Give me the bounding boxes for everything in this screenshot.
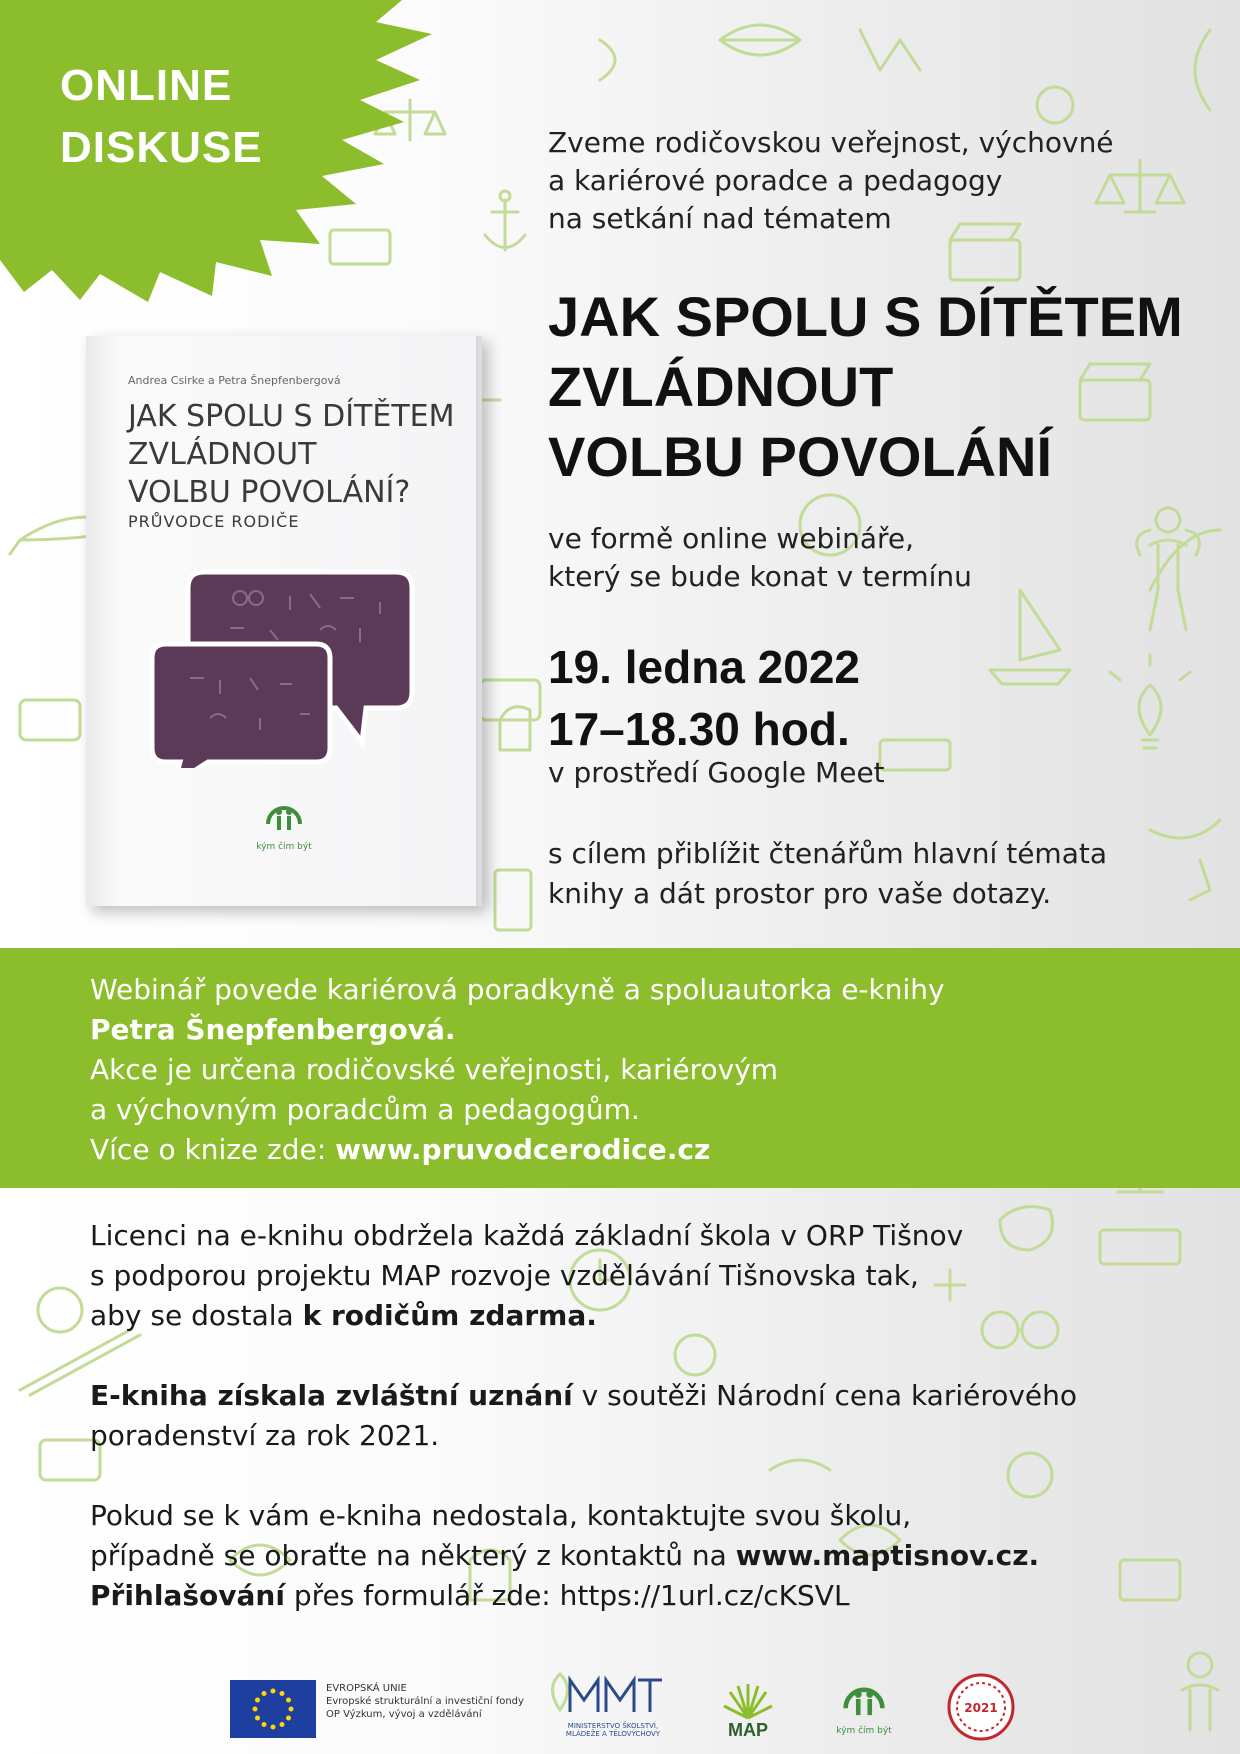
event-platform: v prostředí Google Meet [548, 756, 885, 789]
msmt-logo-icon [558, 1672, 668, 1722]
invitation-intro [548, 124, 1148, 238]
award-paragraph [90, 1376, 1190, 1456]
map-text: MAP [728, 1720, 768, 1740]
event-datetime [548, 636, 1148, 760]
badge-line-2: DISKUSE [60, 123, 263, 172]
subintro-line-2: který se bude konat v termínu [548, 560, 972, 593]
license-paragraph [90, 1216, 1190, 1336]
speaker-info-band [0, 948, 1240, 1188]
band-more-line [90, 1130, 1190, 1170]
event-time: 17–18.30 hod. [548, 703, 850, 755]
event-date: 19. ledna 2022 [548, 641, 860, 693]
book-cover-image [86, 336, 482, 906]
speech-bubbles-icon [150, 568, 420, 768]
contact-line-2 [90, 1536, 1190, 1576]
contact-paragraph [90, 1496, 1190, 1616]
band-line-1: Webinář povede kariérová poradkyně a spoluautorka e-knihy [90, 973, 945, 1006]
format-description [548, 520, 1148, 596]
book-subtitle: PRŮVODCE RODIČE [128, 512, 300, 531]
sponsor-logos-footer [0, 1650, 1240, 1754]
award-highlight: E-kniha získala zvláštní uznání [90, 1379, 573, 1412]
subintro-line-1: ve formě online webináře, [548, 522, 915, 555]
book-title [128, 398, 468, 512]
book-title-line-1: JAK SPOLU S DÍTĚTEM [128, 399, 455, 434]
event-title [548, 282, 1208, 492]
book-publisher-logo [256, 796, 312, 856]
seal-year: 2021 [964, 1701, 998, 1715]
book-title-line-3: VOLBU POVOLÁNÍ? [128, 475, 411, 510]
license-line-3-prefix: aby se dostala [90, 1299, 303, 1332]
kym-footer-text: kým čím být [836, 1726, 892, 1736]
speaker-name: Petra Šnepfenbergová. [90, 1013, 456, 1046]
event-goal [548, 834, 1188, 914]
title-line-3: VOLBU POVOLÁNÍ [548, 425, 1053, 488]
award-rest: v soutěži Národní cena kariérového [572, 1379, 1078, 1412]
kym-cim-byt-footer-icon [841, 1676, 887, 1722]
band-text [90, 970, 1190, 1170]
eu-funding-text [326, 1682, 556, 1721]
book-authors: Andrea Csirke a Petra Šnepfenbergová [128, 374, 341, 387]
registration-line [90, 1576, 1190, 1616]
map-sun-icon [720, 1678, 776, 1720]
badge-line-1: ONLINE [60, 61, 233, 110]
license-line-2: s podporou projektu MAP rozvoje vzdělávání Tišnovska tak, [90, 1259, 919, 1292]
more-prefix: Více o knize zde: [90, 1133, 336, 1166]
intro-line-1: Zveme rodičovskou veřejnost, výchovné [548, 126, 1114, 159]
eu-line-2: Evropské strukturální a investiční fondy [326, 1696, 524, 1707]
title-line-1: JAK SPOLU S DÍTĚTEM [548, 285, 1183, 348]
goal-line-1: s cílem přiblížit čtenářům hlavní témata [548, 837, 1107, 870]
intro-line-3: na setkání nad tématem [548, 202, 892, 235]
contact-line-1: Pokud se k vám e-kniha nedostala, kontaktujte svou školu, [90, 1499, 912, 1532]
book-website-link[interactable]: www.pruvodcerodice.cz [335, 1133, 711, 1166]
map-logo [718, 1678, 778, 1742]
msmt-text: MINISTERSTVO ŠKOLSTVÍ, MLÁDEŽE A TĚLOVÝCHOVY [565, 1722, 661, 1738]
online-discussion-badge [60, 55, 263, 179]
eu-flag-icon [230, 1680, 316, 1738]
registration-link[interactable]: přes formulář zde: https://1url.cz/cKSVL [284, 1579, 850, 1612]
eu-line-3: OP Výzkum, vývoj a vzdělávání [326, 1709, 482, 1720]
award-line-1 [90, 1376, 1190, 1416]
band-line-4: a výchovným poradcům a pedagogům. [90, 1093, 640, 1126]
eu-line-1: EVROPSKÁ UNIE [326, 1683, 407, 1694]
anchor-doodle [485, 191, 525, 250]
award-line-2: poradenství za rok 2021. [90, 1419, 440, 1452]
details-section [90, 1216, 1190, 1616]
book-title-line-2: ZVLÁDNOUT [128, 437, 317, 472]
book-logo-text: kým čím být [256, 842, 312, 852]
registration-label: Přihlašování [90, 1579, 285, 1612]
free-for-parents: k rodičům zdarma. [302, 1299, 597, 1332]
award-seal-icon [946, 1672, 1016, 1742]
goal-line-2: knihy a dát prostor pro vaše dotazy. [548, 877, 1052, 910]
license-line-3 [90, 1296, 1190, 1336]
band-line-3: Akce je určena rodičovské veřejnosti, kariérovým [90, 1053, 779, 1086]
map-website-link[interactable]: www.maptisnov.cz. [735, 1539, 1040, 1572]
kym-cim-byt-footer-logo [832, 1676, 896, 1742]
intro-line-2: a kariérové poradce a pedagogy [548, 164, 1003, 197]
contact-line-2-prefix: případně se obraťte na některý z kontaktů na [90, 1539, 736, 1572]
kym-cim-byt-logo-icon [264, 796, 304, 836]
msmt-logo [558, 1672, 668, 1742]
license-line-1: Licenci na e-knihu obdržela každá základní škola v ORP Tišnov [90, 1219, 964, 1252]
title-line-2: ZVLÁDNOUT [548, 355, 894, 418]
